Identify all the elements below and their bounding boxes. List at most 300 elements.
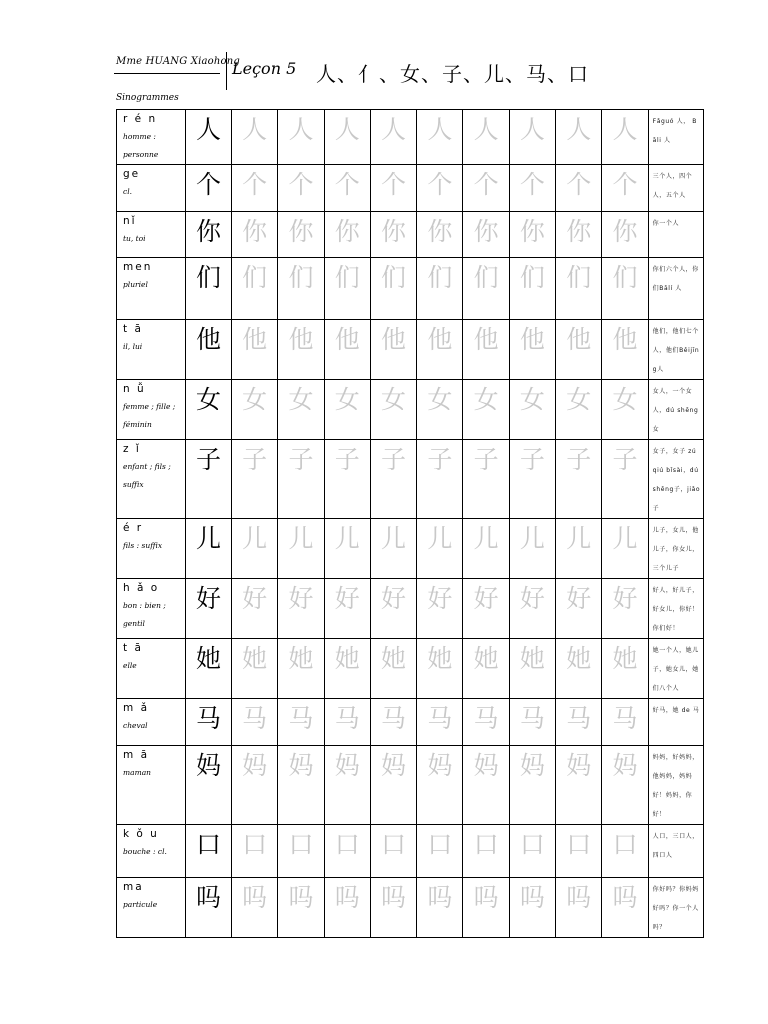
tracing-cell[interactable] [509, 639, 555, 699]
tracing-character: 人 [473, 115, 499, 144]
tracing-character: 子 [334, 445, 360, 474]
tracing-character: 他 [381, 325, 407, 354]
tracing-character: 子 [288, 445, 314, 474]
tracing-character: 女 [334, 385, 360, 414]
tracing-character: 马 [288, 704, 314, 733]
tracing-character: 个 [612, 170, 638, 199]
model-character-cell [186, 878, 232, 938]
tracing-cell[interactable] [509, 110, 555, 165]
character-row [117, 258, 704, 320]
tracing-cell[interactable] [463, 519, 509, 579]
tracing-cell[interactable] [324, 212, 370, 258]
tracing-cell[interactable] [556, 258, 602, 320]
tracing-cell[interactable] [602, 519, 648, 579]
tracing-cell[interactable] [463, 258, 509, 320]
tracing-cell[interactable] [324, 440, 370, 519]
tracing-cell[interactable] [278, 639, 324, 699]
tracing-cell[interactable] [370, 878, 416, 938]
tracing-cell[interactable] [278, 110, 324, 165]
model-character-cell [186, 579, 232, 639]
model-character: 子 [195, 445, 221, 474]
french-meaning: enfant ; fils ; suffix [123, 462, 171, 489]
model-character: 他 [195, 325, 221, 354]
tracing-character: 儿 [519, 524, 545, 553]
tracing-cell[interactable] [232, 639, 278, 699]
tracing-cell[interactable] [324, 519, 370, 579]
tracing-character: 吗 [288, 883, 314, 912]
tracing-cell[interactable] [324, 746, 370, 825]
tracing-cell[interactable] [278, 825, 324, 878]
tracing-cell[interactable] [232, 110, 278, 165]
tracing-character: 吗 [473, 883, 499, 912]
tracing-cell[interactable] [463, 440, 509, 519]
tracing-cell[interactable] [602, 579, 648, 639]
tracing-character: 女 [427, 385, 453, 414]
tracing-cell[interactable] [602, 878, 648, 938]
tracing-character: 人 [242, 115, 268, 144]
example-words: Fǎguó 人， Bāli 人 [652, 118, 698, 144]
tracing-cell[interactable] [232, 165, 278, 212]
tracing-cell[interactable] [602, 258, 648, 320]
tracing-character: 妈 [427, 751, 453, 780]
tracing-cell[interactable] [417, 212, 463, 258]
tracing-character: 子 [612, 445, 638, 474]
tracing-character: 女 [519, 385, 545, 414]
header-divider [226, 52, 227, 90]
tracing-cell[interactable] [324, 320, 370, 380]
teacher-name: Mme HUANG Xiaohong [116, 56, 241, 67]
tracing-cell[interactable] [370, 258, 416, 320]
tracing-character: 人 [566, 115, 592, 144]
tracing-character: 马 [381, 704, 407, 733]
tracing-cell[interactable] [463, 579, 509, 639]
tracing-cell[interactable] [463, 212, 509, 258]
tracing-character: 个 [427, 170, 453, 199]
pinyin: men [123, 261, 153, 273]
model-character-cell [186, 320, 232, 380]
pinyin: m ā [123, 749, 150, 761]
tracing-cell[interactable] [556, 440, 602, 519]
tracing-character: 她 [566, 644, 592, 673]
tracing-cell[interactable] [278, 746, 324, 825]
character-row [117, 110, 704, 165]
tracing-cell[interactable] [509, 746, 555, 825]
tracing-cell[interactable] [509, 519, 555, 579]
example-cell [648, 699, 703, 746]
tracing-cell[interactable] [602, 746, 648, 825]
tracing-cell[interactable] [370, 440, 416, 519]
tracing-cell[interactable] [417, 110, 463, 165]
character-row [117, 440, 704, 519]
french-meaning: cheval [123, 721, 148, 730]
tracing-character: 子 [427, 445, 453, 474]
tracing-cell[interactable] [324, 699, 370, 746]
tracing-character: 个 [519, 170, 545, 199]
tracing-cell[interactable] [417, 320, 463, 380]
tracing-character: 她 [242, 644, 268, 673]
tracing-cell[interactable] [417, 579, 463, 639]
tracing-character: 好 [288, 584, 314, 613]
tracing-character: 你 [473, 217, 499, 246]
tracing-cell[interactable] [324, 639, 370, 699]
tracing-cell[interactable] [556, 699, 602, 746]
model-character: 她 [195, 644, 221, 673]
tracing-character: 儿 [242, 524, 268, 553]
tracing-cell[interactable] [556, 165, 602, 212]
example-cell [648, 825, 703, 878]
model-character: 好 [195, 584, 221, 613]
example-words: 好马，她 de 马 [652, 707, 700, 714]
tracing-character: 们 [566, 263, 592, 292]
tracing-cell[interactable] [463, 165, 509, 212]
tracing-character: 儿 [566, 524, 592, 553]
tracing-cell[interactable] [509, 165, 555, 212]
tracing-character: 他 [242, 325, 268, 354]
tracing-character: 子 [242, 445, 268, 474]
pinyin: h ǎ o [123, 582, 160, 594]
character-row [117, 320, 704, 380]
label-cell [117, 746, 186, 825]
example-words: 女子，女子 zú qiú bǐsài，dú shēng子，jiǎo子 [652, 448, 701, 512]
tracing-character: 人 [381, 115, 407, 144]
tracing-cell[interactable] [278, 519, 324, 579]
tracing-cell[interactable] [509, 380, 555, 440]
tracing-cell[interactable] [602, 440, 648, 519]
tracing-cell[interactable] [602, 825, 648, 878]
model-character-cell [186, 212, 232, 258]
example-words: 妈妈，好妈妈，他妈妈，妈妈好！妈妈，你好！ [652, 754, 699, 818]
tracing-cell[interactable] [463, 825, 509, 878]
character-row [117, 878, 704, 938]
tracing-character: 们 [334, 263, 360, 292]
character-row [117, 380, 704, 440]
tracing-character: 女 [381, 385, 407, 414]
tracing-cell[interactable] [602, 110, 648, 165]
tracing-cell[interactable] [370, 110, 416, 165]
tracing-cell[interactable] [370, 746, 416, 825]
tracing-cell[interactable] [509, 699, 555, 746]
tracing-cell[interactable] [278, 380, 324, 440]
tracing-character: 她 [612, 644, 638, 673]
tracing-character: 你 [519, 217, 545, 246]
example-cell [648, 746, 703, 825]
tracing-character: 你 [381, 217, 407, 246]
tracing-cell[interactable] [232, 258, 278, 320]
tracing-character: 你 [612, 217, 638, 246]
tracing-character: 们 [242, 263, 268, 292]
tracing-character: 她 [381, 644, 407, 673]
tracing-character: 口 [519, 830, 545, 859]
label-cell [117, 825, 186, 878]
tracing-cell[interactable] [417, 440, 463, 519]
lesson-characters: 人、亻、女、子、儿、马、口 [316, 62, 589, 86]
tracing-character: 吗 [566, 883, 592, 912]
label-cell [117, 699, 186, 746]
example-cell [648, 440, 703, 519]
tracing-character: 女 [473, 385, 499, 414]
tracing-character: 妈 [381, 751, 407, 780]
tracing-cell[interactable] [556, 746, 602, 825]
tracing-cell[interactable] [602, 380, 648, 440]
label-cell [117, 165, 186, 212]
tracing-character: 们 [381, 263, 407, 292]
tracing-cell[interactable] [463, 746, 509, 825]
pinyin: ma [123, 881, 144, 893]
tracing-cell[interactable] [556, 825, 602, 878]
character-row [117, 699, 704, 746]
tracing-character: 们 [612, 263, 638, 292]
pinyin: m ǎ [123, 702, 150, 714]
tracing-character: 子 [566, 445, 592, 474]
tracing-character: 好 [427, 584, 453, 613]
french-meaning: maman [123, 768, 151, 777]
tracing-cell[interactable] [278, 440, 324, 519]
tracing-cell[interactable] [556, 579, 602, 639]
tracing-cell[interactable] [463, 699, 509, 746]
label-cell [117, 639, 186, 699]
tracing-character: 女 [612, 385, 638, 414]
pinyin: k ǒ u [123, 828, 159, 840]
tracing-cell[interactable] [602, 320, 648, 380]
tracing-cell[interactable] [509, 825, 555, 878]
tracing-cell[interactable] [509, 440, 555, 519]
tracing-cell[interactable] [417, 639, 463, 699]
tracing-cell[interactable] [232, 440, 278, 519]
tracing-character: 儿 [427, 524, 453, 553]
tracing-cell[interactable] [370, 519, 416, 579]
tracing-character: 好 [566, 584, 592, 613]
tracing-character: 人 [427, 115, 453, 144]
tracing-character: 个 [288, 170, 314, 199]
tracing-cell[interactable] [232, 746, 278, 825]
tracing-character: 马 [519, 704, 545, 733]
tracing-cell[interactable] [509, 320, 555, 380]
character-practice-table [116, 109, 704, 938]
tracing-cell[interactable] [556, 878, 602, 938]
tracing-cell[interactable] [370, 212, 416, 258]
tracing-cell[interactable] [417, 380, 463, 440]
tracing-character: 他 [334, 325, 360, 354]
tracing-cell[interactable] [556, 212, 602, 258]
french-meaning: bon : bien ; gentil [123, 601, 166, 628]
tracing-cell[interactable] [417, 825, 463, 878]
model-character-cell [186, 825, 232, 878]
tracing-cell[interactable] [556, 380, 602, 440]
tracing-cell[interactable] [324, 579, 370, 639]
model-character-cell [186, 110, 232, 165]
tracing-character: 你 [334, 217, 360, 246]
tracing-character: 她 [519, 644, 545, 673]
tracing-cell[interactable] [509, 878, 555, 938]
tracing-cell[interactable] [556, 320, 602, 380]
tracing-character: 你 [427, 217, 453, 246]
tracing-cell[interactable] [232, 212, 278, 258]
tracing-character: 子 [473, 445, 499, 474]
model-character-cell [186, 380, 232, 440]
label-cell [117, 878, 186, 938]
tracing-cell[interactable] [417, 519, 463, 579]
tracing-character: 人 [612, 115, 638, 144]
pinyin: z ǐ [123, 443, 141, 455]
tracing-character: 女 [288, 385, 314, 414]
tracing-cell[interactable] [278, 165, 324, 212]
tracing-cell[interactable] [232, 825, 278, 878]
label-cell [117, 320, 186, 380]
tracing-cell[interactable] [278, 699, 324, 746]
tracing-character: 妈 [242, 751, 268, 780]
tracing-cell[interactable] [370, 579, 416, 639]
tracing-character: 女 [566, 385, 592, 414]
tracing-cell[interactable] [324, 825, 370, 878]
model-character-cell [186, 519, 232, 579]
tracing-character: 口 [381, 830, 407, 859]
tracing-cell[interactable] [556, 519, 602, 579]
tracing-character: 他 [473, 325, 499, 354]
tracing-cell[interactable] [417, 699, 463, 746]
example-words: 你一个人 [652, 220, 680, 227]
tracing-character: 女 [242, 385, 268, 414]
model-character-cell [186, 699, 232, 746]
tracing-cell[interactable] [324, 110, 370, 165]
tracing-character: 儿 [381, 524, 407, 553]
example-cell [648, 165, 703, 212]
tracing-character: 好 [242, 584, 268, 613]
tracing-cell[interactable] [509, 579, 555, 639]
tracing-character: 子 [381, 445, 407, 474]
tracing-cell[interactable] [278, 212, 324, 258]
tracing-cell[interactable] [370, 639, 416, 699]
tracing-character: 妈 [473, 751, 499, 780]
model-character-cell [186, 746, 232, 825]
tracing-cell[interactable] [232, 519, 278, 579]
tracing-cell[interactable] [509, 258, 555, 320]
tracing-cell[interactable] [370, 320, 416, 380]
tracing-cell[interactable] [324, 878, 370, 938]
tracing-cell[interactable] [602, 699, 648, 746]
tracing-character: 子 [519, 445, 545, 474]
tracing-cell[interactable] [556, 639, 602, 699]
tracing-character: 马 [334, 704, 360, 733]
tracing-cell[interactable] [278, 258, 324, 320]
label-cell [117, 440, 186, 519]
tracing-cell[interactable] [417, 258, 463, 320]
example-cell [648, 639, 703, 699]
tracing-character: 儿 [334, 524, 360, 553]
label-cell [117, 519, 186, 579]
tracing-character: 吗 [519, 883, 545, 912]
tracing-character: 口 [473, 830, 499, 859]
tracing-cell[interactable] [232, 699, 278, 746]
tracing-cell[interactable] [370, 825, 416, 878]
tracing-character: 她 [288, 644, 314, 673]
pinyin: r é n [123, 113, 158, 125]
tracing-cell[interactable] [556, 110, 602, 165]
model-character: 人 [195, 115, 221, 144]
example-cell [648, 579, 703, 639]
pinyin: é r [123, 522, 144, 534]
tracing-character: 她 [427, 644, 453, 673]
pinyin: ge [123, 168, 141, 180]
french-meaning: bouche : cl. [123, 847, 167, 856]
tracing-character: 妈 [566, 751, 592, 780]
french-meaning: elle [123, 661, 137, 670]
label-cell [117, 212, 186, 258]
tracing-character: 他 [288, 325, 314, 354]
tracing-cell[interactable] [324, 165, 370, 212]
tracing-character: 口 [288, 830, 314, 859]
tracing-character: 吗 [612, 883, 638, 912]
label-cell [117, 380, 186, 440]
example-cell [648, 320, 703, 380]
example-cell [648, 110, 703, 165]
tracing-cell[interactable] [232, 878, 278, 938]
tracing-cell[interactable] [232, 579, 278, 639]
tracing-cell[interactable] [370, 380, 416, 440]
tracing-cell[interactable] [417, 746, 463, 825]
tracing-character: 好 [334, 584, 360, 613]
tracing-character: 个 [566, 170, 592, 199]
model-character-cell [186, 165, 232, 212]
tracing-character: 口 [242, 830, 268, 859]
tracing-character: 吗 [381, 883, 407, 912]
tracing-cell[interactable] [417, 878, 463, 938]
character-row [117, 165, 704, 212]
tracing-cell[interactable] [602, 639, 648, 699]
tracing-cell[interactable] [232, 320, 278, 380]
model-character-cell [186, 639, 232, 699]
tracing-cell[interactable] [463, 320, 509, 380]
tracing-character: 你 [288, 217, 314, 246]
label-cell [117, 258, 186, 320]
character-row [117, 746, 704, 825]
model-character: 个 [195, 170, 221, 199]
example-words: 好人，好儿子，好女儿，你好！你们好！ [652, 587, 699, 632]
tracing-character: 妈 [334, 751, 360, 780]
tracing-cell[interactable] [463, 110, 509, 165]
tracing-cell[interactable] [278, 320, 324, 380]
tracing-cell[interactable] [602, 212, 648, 258]
tracing-cell[interactable] [278, 878, 324, 938]
french-meaning: particule [123, 900, 158, 909]
model-character: 吗 [195, 883, 221, 912]
label-cell [117, 579, 186, 639]
tracing-character: 人 [519, 115, 545, 144]
french-meaning: tu, toi [123, 234, 146, 243]
tracing-cell[interactable] [463, 639, 509, 699]
tracing-cell[interactable] [463, 878, 509, 938]
tracing-character: 个 [473, 170, 499, 199]
tracing-cell[interactable] [324, 380, 370, 440]
tracing-character: 人 [334, 115, 360, 144]
model-character: 马 [195, 704, 221, 733]
tracing-cell[interactable] [602, 165, 648, 212]
tracing-cell[interactable] [370, 165, 416, 212]
tracing-cell[interactable] [509, 212, 555, 258]
tracing-cell[interactable] [463, 380, 509, 440]
tracing-cell[interactable] [370, 699, 416, 746]
example-cell [648, 380, 703, 440]
worksheet-header [0, 0, 768, 110]
tracing-cell[interactable] [417, 165, 463, 212]
tracing-character: 你 [566, 217, 592, 246]
tracing-cell[interactable] [324, 258, 370, 320]
tracing-character: 儿 [473, 524, 499, 553]
tracing-character: 好 [612, 584, 638, 613]
tracing-character: 口 [612, 830, 638, 859]
character-row [117, 212, 704, 258]
tracing-cell[interactable] [232, 380, 278, 440]
tracing-cell[interactable] [278, 579, 324, 639]
